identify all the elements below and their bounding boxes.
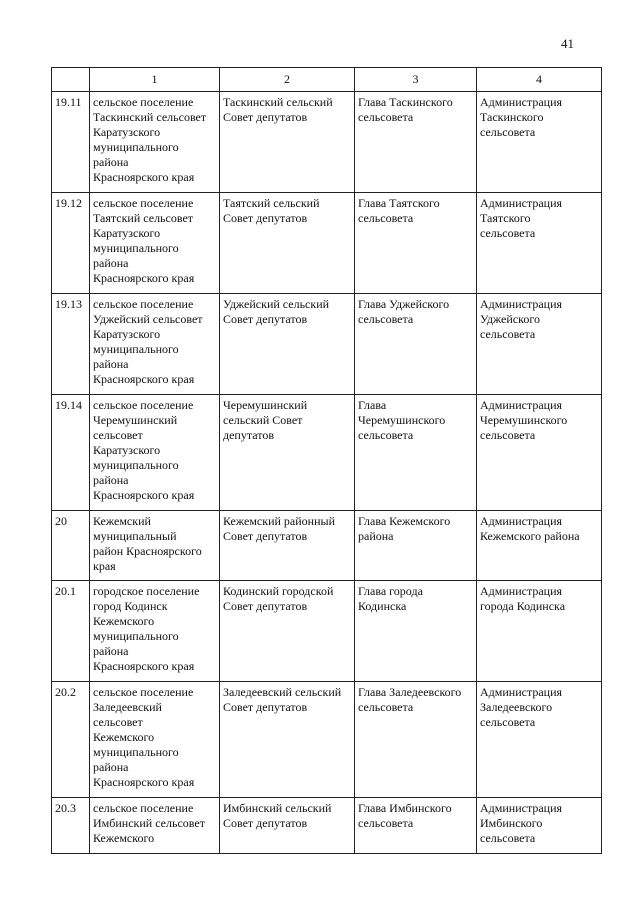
head-cell: Глава Имбинского сельсовета [355,798,477,854]
page-number: 41 [561,36,574,51]
municipality-cell: городское поселение город Кодинск Кежемского муниципального района Красноярского края [90,581,220,682]
administration-cell: Администрация Уджейского сельсовета [477,294,602,395]
municipality-cell: сельское поселение Черемушинский сельсовет Каратузского муниципального района Красноярского края [90,395,220,511]
administration-cell: Администрация Имбинского сельсовета [477,798,602,854]
header-cell-1: 1 [90,68,220,92]
administration-cell: Администрация города Кодинска [477,581,602,682]
row-number-cell: 19.13 [52,294,90,395]
council-cell: Заледеевский сельский Совет депутатов [220,682,355,798]
row-number-cell: 20.2 [52,682,90,798]
header-cell-2: 2 [220,68,355,92]
municipality-cell: сельское поселение Имбинский сельсовет Кежемского [90,798,220,854]
row-number-cell: 20.1 [52,581,90,682]
municipality-cell: сельское поселение Таскинский сельсовет Каратузского муниципального района Красноярского края [90,92,220,193]
municipality-cell: сельское поселение Уджейский сельсовет Каратузского муниципального района Красноярского края [90,294,220,395]
administration-cell: Администрация Кежемского района [477,511,602,581]
municipality-cell: сельское поселение Заледеевский сельсовет Кежемского муниципального района Красноярского края [90,682,220,798]
row-number-cell: 19.12 [52,193,90,294]
header-cell-3: 3 [355,68,477,92]
administration-cell: Администрация Таятского сельсовета [477,193,602,294]
header-cell-4: 4 [477,68,602,92]
council-cell: Кодинский городской Совет депутатов [220,581,355,682]
table-row [52,395,602,511]
table-row [52,294,602,395]
council-cell: Черемушинский сельский Совет депутатов [220,395,355,511]
administration-cell: Администрация Заледеевского сельсовета [477,682,602,798]
council-cell: Таятский сельский Совет депутатов [220,193,355,294]
municipality-cell: Кежемский муниципальный район Красноярского края [90,511,220,581]
row-number-cell: 19.14 [52,395,90,511]
head-cell: Глава Таятского сельсовета [355,193,477,294]
table-row [52,682,602,798]
head-cell: Глава Кежемского района [355,511,477,581]
council-cell: Имбинский сельский Совет депутатов [220,798,355,854]
head-cell: Глава Уджейского сельсовета [355,294,477,395]
row-number-cell: 20 [52,511,90,581]
row-number-cell: 19.11 [52,92,90,193]
table-row [52,92,602,193]
head-cell: Глава Таскинского сельсовета [355,92,477,193]
administration-cell: Администрация Таскинского сельсовета [477,92,602,193]
header-cell-num [52,68,90,92]
municipality-cell: сельское поселение Таятский сельсовет Каратузского муниципального района Красноярского края [90,193,220,294]
council-cell: Таскинский сельский Совет депутатов [220,92,355,193]
table-row [52,581,602,682]
row-number-cell: 20.3 [52,798,90,854]
council-cell: Уджейский сельский Совет депутатов [220,294,355,395]
table-row [52,511,602,581]
table-row [52,193,602,294]
table-row [52,798,602,854]
head-cell: Глава Черемушинского сельсовета [355,395,477,511]
head-cell: Глава Заледеевского сельсовета [355,682,477,798]
council-cell: Кежемский районный Совет депутатов [220,511,355,581]
head-cell: Глава города Кодинска [355,581,477,682]
table-header-row [52,68,602,92]
administration-cell: Администрация Черемушинского сельсовета [477,395,602,511]
municipalities-table [51,67,602,854]
